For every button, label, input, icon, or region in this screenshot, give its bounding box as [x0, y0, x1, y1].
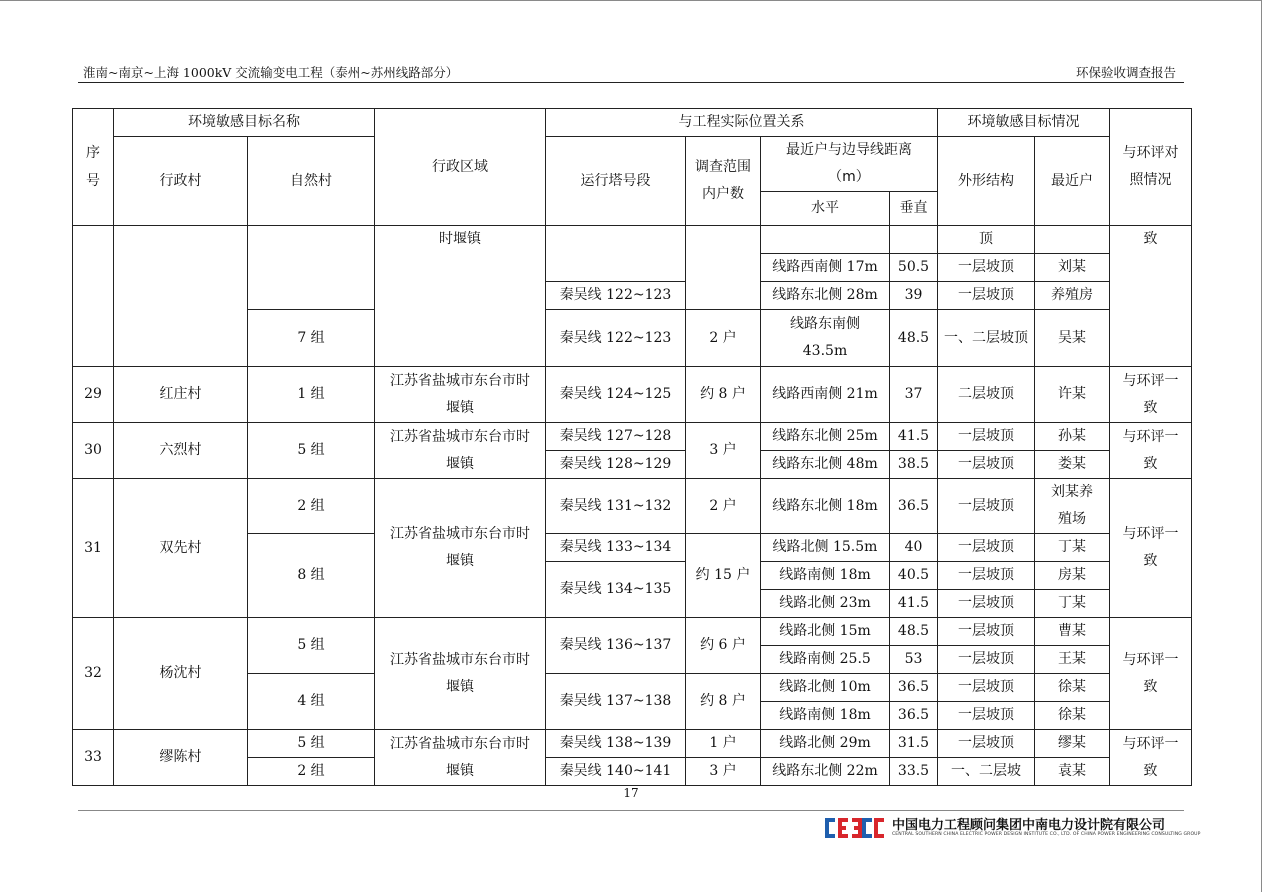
horizontal-cell: 线路西南侧 17m — [761, 254, 890, 282]
tower-cell: 秦吴线 122~123 — [546, 282, 686, 310]
households-cell: 约 6 户 — [686, 618, 761, 674]
vertical-cell: 40.5 — [890, 562, 938, 590]
structure-cell: 一层坡顶 — [938, 423, 1035, 451]
natural-village-cell: 1 组 — [248, 367, 375, 423]
structure-cell: 一、二层坡 — [938, 758, 1035, 786]
header-vertical: 垂直 — [890, 192, 938, 226]
households-cell: 约 15 户 — [686, 534, 761, 618]
vertical-cell: 53 — [890, 646, 938, 674]
tower-cell: 秦吴线 138~139 — [546, 730, 686, 758]
vertical-cell: 36.5 — [890, 479, 938, 534]
header-admin-village: 行政村 — [114, 137, 248, 226]
structure-cell: 顶 — [938, 226, 1035, 254]
nearest-cell: 王某 — [1035, 646, 1110, 674]
nearest-cell: 袁某 — [1035, 758, 1110, 786]
structure-cell: 一层坡顶 — [938, 674, 1035, 702]
table-row — [73, 730, 1192, 758]
households-cell: 2 户 — [686, 479, 761, 534]
comparison-cell: 与环评一致 — [1110, 367, 1192, 423]
admin-village-cell: 双先村 — [114, 479, 248, 618]
tower-cell: 秦吴线 127~128 — [546, 423, 686, 451]
region-cell: 江苏省盐城市东台市时堰镇 — [375, 618, 546, 730]
header-project-title: 淮南~南京~上海 1000kV 交流输变电工程（泰州~苏州线路部分） — [83, 65, 459, 80]
header-horizontal: 水平 — [761, 192, 890, 226]
structure-cell: 二层坡顶 — [938, 367, 1035, 423]
vertical-cell: 48.5 — [890, 618, 938, 646]
horizontal-cell: 线路北侧 15.5m — [761, 534, 890, 562]
households-cell: 2 户 — [686, 310, 761, 367]
header-region: 行政区域 — [375, 109, 546, 226]
seq-cell: 32 — [73, 618, 114, 730]
vertical-cell: 50.5 — [890, 254, 938, 282]
vertical-cell: 33.5 — [890, 758, 938, 786]
horizontal-cell: 线路北侧 15m — [761, 618, 890, 646]
natural-village-cell: 4 组 — [248, 674, 375, 730]
horizontal-cell: 线路北侧 10m — [761, 674, 890, 702]
vertical-cell: 37 — [890, 367, 938, 423]
tower-cell: 秦吴线 131~132 — [546, 479, 686, 534]
seq-cell — [73, 226, 114, 367]
header-nearest-household: 最近户 — [1035, 137, 1110, 226]
header-rule — [78, 82, 1184, 83]
horizontal-cell: 线路北侧 23m — [761, 590, 890, 618]
region-cell: 江苏省盐城市东台市时堰镇 — [375, 367, 546, 423]
table-row — [73, 226, 1192, 254]
vertical-cell: 38.5 — [890, 451, 938, 479]
comparison-cell: 与环评一致 — [1110, 618, 1192, 730]
header-nearest-distance: 最近户与边导线距离（m） — [761, 137, 938, 192]
nearest-cell: 丁某 — [1035, 534, 1110, 562]
tower-cell: 秦吴线 124~125 — [546, 367, 686, 423]
nearest-cell: 缪某 — [1035, 730, 1110, 758]
header-target-name: 环境敏感目标名称 — [114, 109, 375, 137]
seq-cell: 29 — [73, 367, 114, 423]
region-cell: 江苏省盐城市东台市时堰镇 — [375, 730, 546, 786]
households-cell: 3 户 — [686, 758, 761, 786]
structure-cell: 一、二层坡顶 — [938, 310, 1035, 367]
structure-cell: 一层坡顶 — [938, 590, 1035, 618]
vertical-cell: 39 — [890, 282, 938, 310]
structure-cell: 一层坡顶 — [938, 254, 1035, 282]
tower-cell: 秦吴线 128~129 — [546, 451, 686, 479]
tower-cell: 秦吴线 122~123 — [546, 310, 686, 367]
horizontal-cell: 线路东北侧 48m — [761, 451, 890, 479]
structure-cell: 一层坡顶 — [938, 646, 1035, 674]
logo-blue-marks — [827, 820, 872, 836]
structure-cell: 一层坡顶 — [938, 479, 1035, 534]
horizontal-cell: 线路南侧 18m — [761, 562, 890, 590]
horizontal-cell — [761, 226, 890, 254]
header-eia-comparison: 与环评对照情况 — [1110, 109, 1192, 226]
page-number: 17 — [623, 786, 639, 800]
tower-cell: 秦吴线 136~137 — [546, 618, 686, 674]
seq-cell: 33 — [73, 730, 114, 786]
nearest-cell: 刘某养殖场 — [1035, 479, 1110, 534]
vertical-cell: 41.5 — [890, 423, 938, 451]
horizontal-cell: 线路东北侧 25m — [761, 423, 890, 451]
vertical-cell — [890, 226, 938, 254]
header-report-title: 环保验收调查报告 — [1075, 65, 1176, 80]
vertical-cell: 40 — [890, 534, 938, 562]
natural-village-cell: 2 组 — [248, 479, 375, 534]
comparison-cell: 与环评一致 — [1110, 479, 1192, 618]
admin-village-cell: 六烈村 — [114, 423, 248, 479]
natural-village-cell: 5 组 — [248, 423, 375, 479]
company-logo-icon — [824, 816, 888, 840]
vertical-cell: 36.5 — [890, 702, 938, 730]
households-cell: 约 8 户 — [686, 674, 761, 730]
table-row — [73, 367, 1192, 423]
company-name: 中国电力工程顾问集团中南电力设计院有限公司 — [892, 818, 1166, 833]
header-position-relation: 与工程实际位置关系 — [546, 109, 938, 137]
horizontal-cell: 线路东北侧 22m — [761, 758, 890, 786]
nearest-cell: 许某 — [1035, 367, 1110, 423]
header-households: 调查范围内户数 — [686, 137, 761, 226]
nearest-cell: 丁某 — [1035, 590, 1110, 618]
households-cell: 3 户 — [686, 423, 761, 479]
horizontal-cell: 线路东北侧 28m — [761, 282, 890, 310]
header-target-status: 环境敏感目标情况 — [938, 109, 1110, 137]
nearest-cell — [1035, 226, 1110, 254]
nearest-cell: 徐某 — [1035, 674, 1110, 702]
nearest-cell: 房某 — [1035, 562, 1110, 590]
nearest-cell: 孙某 — [1035, 423, 1110, 451]
nearest-cell: 刘某 — [1035, 254, 1110, 282]
nearest-cell: 徐某 — [1035, 702, 1110, 730]
table-row — [73, 618, 1192, 646]
horizontal-cell: 线路东南侧 43.5m — [761, 310, 890, 367]
admin-village-cell: 缪陈村 — [114, 730, 248, 786]
natural-village-cell: 2 组 — [248, 758, 375, 786]
tower-cell: 秦吴线 137~138 — [546, 674, 686, 730]
admin-village-cell: 红庄村 — [114, 367, 248, 423]
horizontal-cell: 线路北侧 29m — [761, 730, 890, 758]
table-row — [73, 479, 1192, 534]
region-cell: 江苏省盐城市东台市时堰镇 — [375, 423, 546, 479]
header-seq: 序号 — [73, 109, 114, 226]
vertical-cell: 36.5 — [890, 674, 938, 702]
structure-cell: 一层坡顶 — [938, 730, 1035, 758]
admin-village-cell — [114, 226, 248, 367]
horizontal-cell: 线路东北侧 18m — [761, 479, 890, 534]
structure-cell: 一层坡顶 — [938, 282, 1035, 310]
nearest-cell: 娄某 — [1035, 451, 1110, 479]
table-row — [73, 423, 1192, 451]
header-tower-section: 运行塔号段 — [546, 137, 686, 226]
natural-village-cell: 5 组 — [248, 730, 375, 758]
seq-cell: 31 — [73, 479, 114, 618]
tower-cell: 秦吴线 134~135 — [546, 562, 686, 618]
comparison-cell: 与环评一致 — [1110, 730, 1192, 786]
vertical-cell: 41.5 — [890, 590, 938, 618]
region-cell: 江苏省盐城市东台市时堰镇 — [375, 479, 546, 618]
nearest-cell: 吴某 — [1035, 310, 1110, 367]
region-cell: 时堰镇 — [375, 226, 546, 367]
header-structure: 外形结构 — [938, 137, 1035, 226]
logo-red-marks — [840, 820, 884, 836]
tower-cell: 秦吴线 133~134 — [546, 534, 686, 562]
households-cell: 1 户 — [686, 730, 761, 758]
admin-village-cell: 杨沈村 — [114, 618, 248, 730]
tower-cell — [546, 226, 686, 282]
vertical-cell: 48.5 — [890, 310, 938, 367]
nearest-cell: 曹某 — [1035, 618, 1110, 646]
households-cell: 约 8 户 — [686, 367, 761, 423]
natural-village-cell: 8 组 — [248, 534, 375, 618]
natural-village-cell: 7 组 — [248, 310, 375, 367]
comparison-cell: 与环评一致 — [1110, 423, 1192, 479]
sensitive-targets-table — [72, 108, 1192, 786]
page-frame-top — [0, 0, 1262, 1]
natural-village-cell: 5 组 — [248, 618, 375, 674]
horizontal-cell: 线路南侧 18m — [761, 702, 890, 730]
structure-cell: 一层坡顶 — [938, 618, 1035, 646]
tower-cell: 秦吴线 140~141 — [546, 758, 686, 786]
comparison-cell: 致 — [1110, 226, 1192, 367]
company-name-english: CENTRAL SOUTHERN CHINA ELECTRIC POWER DESIGN INSTITUTE CO., LTD. OF CHINA POWER ENGINEERING CONSULTING GROUP — [892, 832, 1201, 837]
households-cell — [686, 226, 761, 310]
structure-cell: 一层坡顶 — [938, 562, 1035, 590]
header-natural-village: 自然村 — [248, 137, 375, 226]
seq-cell: 30 — [73, 423, 114, 479]
natural-village-cell — [248, 226, 375, 310]
vertical-cell: 31.5 — [890, 730, 938, 758]
footer-rule — [78, 810, 1184, 811]
nearest-cell: 养殖房 — [1035, 282, 1110, 310]
horizontal-cell: 线路南侧 25.5 — [761, 646, 890, 674]
structure-cell: 一层坡顶 — [938, 534, 1035, 562]
structure-cell: 一层坡顶 — [938, 702, 1035, 730]
horizontal-cell: 线路西南侧 21m — [761, 367, 890, 423]
structure-cell: 一层坡顶 — [938, 451, 1035, 479]
